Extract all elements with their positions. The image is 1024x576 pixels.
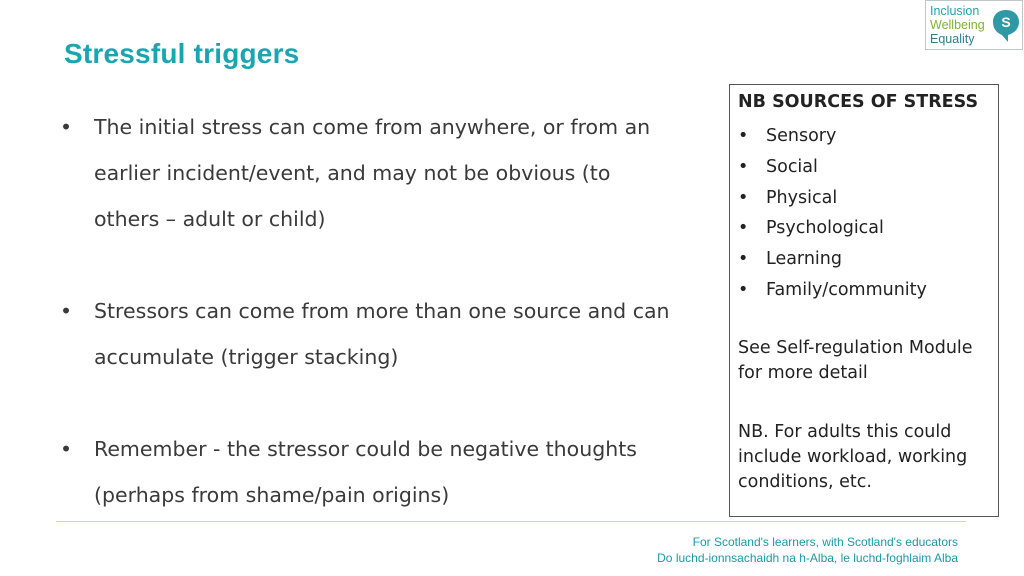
stress-source-item <box>738 213 990 244</box>
bullet-text: The initial stress can come from anywhere, or from an earlier incident/event, and may not be obvious (to others – adult or child) <box>94 115 651 231</box>
footer-line-gaelic: Do luchd-ionnsachaidh na h-Alba, le luchd-foghlaim Alba <box>657 551 958 565</box>
stress-source-label: Family/community <box>766 279 927 300</box>
bullet-text: Stressors can come from more than one source and can accumulate (trigger stacking) <box>94 299 670 369</box>
footer-divider <box>56 521 966 522</box>
footer-line-english: For Scotland's learners, with Scotland's educators <box>692 535 958 549</box>
footer-tagline <box>657 534 958 566</box>
stress-source-item <box>738 152 990 183</box>
bullet-dot-icon: • <box>738 156 749 177</box>
stress-source-item <box>738 275 990 306</box>
stress-source-item <box>738 183 990 214</box>
bullet-dot-icon: • <box>60 299 73 323</box>
logo-badge-icon <box>992 9 1020 43</box>
bullet-dot-icon: • <box>738 279 749 300</box>
bullet-dot-icon: • <box>60 437 73 461</box>
sources-of-stress-box <box>729 84 999 517</box>
logo-line-inclusion: Inclusion <box>930 4 980 18</box>
stress-source-item <box>738 244 990 275</box>
bullet-dot-icon: • <box>738 249 749 270</box>
logo-badge-letter: S <box>1001 14 1011 30</box>
main-bullet-list <box>60 104 680 564</box>
bullet-dot-icon: • <box>60 115 73 139</box>
bullet-dot-icon: • <box>738 126 749 146</box>
stress-source-label: Learning <box>766 249 842 270</box>
stress-source-label: Psychological <box>766 218 884 239</box>
slide-title: Stressful triggers <box>64 38 300 69</box>
stress-source-label: Social <box>766 156 818 177</box>
bullet-item-negative-thoughts <box>60 426 680 518</box>
logo-line-equality: Equality <box>930 32 975 46</box>
inclusion-wellbeing-equality-logo <box>925 0 1023 50</box>
box-heading: NB SOURCES OF STRESS <box>738 92 979 112</box>
bullet-item-stressors-accumulate <box>60 288 680 380</box>
bullet-item-initial-stress <box>60 104 680 242</box>
stress-source-item <box>738 121 990 152</box>
stress-sources-list <box>738 121 990 306</box>
logo-line-wellbeing: Wellbeing <box>930 18 985 32</box>
stress-source-label: Sensory <box>766 126 837 146</box>
bullet-dot-icon: • <box>738 218 749 239</box>
stress-source-label: Physical <box>766 187 838 208</box>
self-regulation-note: See Self-regulation Module for more detail <box>738 337 973 383</box>
adults-note: NB. For adults this could include workload, working conditions, etc. <box>738 421 968 492</box>
bullet-dot-icon: • <box>738 187 749 208</box>
bullet-text: Remember - the stressor could be negative thoughts (perhaps from shame/pain origins) <box>94 437 637 507</box>
